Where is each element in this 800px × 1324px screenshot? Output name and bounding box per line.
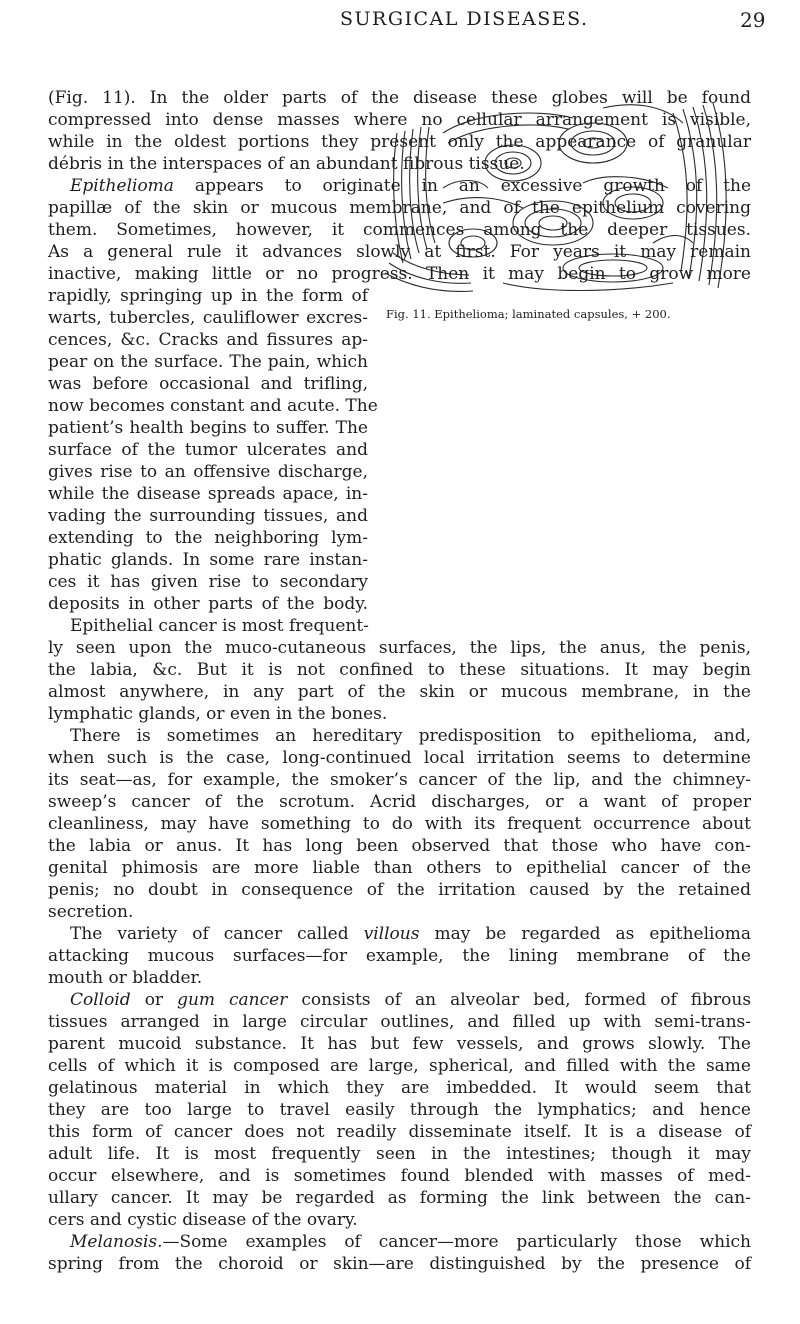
figure-caption: Fig. 11. Epithelioma; laminated capsules, + 200. [386,307,671,321]
text-line: ces it has given rise to secondary [48,572,368,592]
term-colloid: Colloid [70,990,131,1010]
text-line: lymphatic glands, or even in the bones. [48,704,388,724]
text-line: papillæ of the skin or mucous membrane, and of the epithelium covering [48,198,751,218]
text-line: gelatinous material in which they are imbedded. It would seem that [48,1078,751,1098]
term-villous: villous [363,924,420,944]
text-line: débris in the interspaces of an abundant fibrous tissue. [48,154,525,174]
text-line: secretion. [48,902,134,922]
text-line: almost anywhere, in any part of the skin or mucous membrane, in the [48,682,751,702]
text-line: sweep’s cancer of the scrotum. Acrid discharges, or a want of proper [48,792,751,812]
text-line: ly seen upon the muco-cutaneous surfaces, the lips, the anus, the penis, [48,638,751,658]
text-line: adult life. It is most frequently seen in the intestines; though it may [48,1144,751,1164]
text-line: Melanosis.—Some examples of cancer—more particularly those which [70,1232,751,1252]
text-line: cers and cystic disease of the ovary. [48,1210,358,1230]
text-line: cences, &c. Cracks and fissures ap- [48,330,368,350]
text-line: was before occasional and trifling, [48,374,368,394]
page-number: 29 [740,8,766,32]
text-line: As a general rule it advances slowly at first. For years it may remain [48,242,751,262]
text-line: when such is the case, long-continued local irritation seems to determine [48,748,751,768]
text-line: The variety of cancer called villous may be regarded as epithelioma [70,924,751,944]
text-line: penis; no doubt in consequence of the irritation caused by the retained [48,880,751,900]
text-line: them. Sometimes, however, it commences among the deeper tissues. [48,220,751,240]
term-gum-cancer: gum cancer [177,990,288,1010]
text-line: parent mucoid substance. It has but few vessels, and grows slowly. The [48,1034,751,1054]
term-melanosis: Melanosis. [70,1232,163,1252]
text-line: they are too large to travel easily through the lymphatics; and hence [48,1100,751,1120]
text-line: pear on the surface. The pain, which [48,352,368,372]
text-line: Epithelial cancer is most frequent- [70,616,369,636]
text-line: (Fig. 11). In the older parts of the disease these globes will be found [48,88,751,108]
text-line: occur elsewhere, and is sometimes found blended with masses of med- [48,1166,751,1186]
text-line: the labia, &c. But it is not confined to these situations. It may begin [48,660,751,680]
text-line: phatic glands. In some rare instan- [48,550,368,570]
text-line: the labia or anus. It has long been observed that those who have con- [48,836,751,856]
text-line: rapidly, springing up in the form of [48,286,368,306]
text-line: cells of which it is composed are large, spherical, and filled with the same [48,1056,751,1076]
text-line: tissues arranged in large circular outlines, and filled up with semi-trans- [48,1012,751,1032]
text-line: deposits in other parts of the body. [48,594,368,614]
text-line: extending to the neighboring lym- [48,528,368,548]
text-line: genital phimosis are more liable than others to epithelial cancer of the [48,858,751,878]
text-line: There is sometimes an hereditary predisposition to epithelioma, and, [70,726,751,746]
text-line: Epithelioma appears to originate in an excessive growth of the [70,176,752,196]
text-line: Colloid or gum cancer consists of an alveolar bed, formed of fibrous [70,990,752,1010]
text-line: this form of cancer does not readily disseminate itself. It is a disease of [48,1122,751,1142]
text-line: gives rise to an offensive discharge, [48,462,368,482]
running-head: SURGICAL DISEASES. [340,8,589,30]
text-line: its seat—as, for example, the smoker’s cancer of the lip, and the chimney- [48,770,751,790]
text-line: mouth or bladder. [48,968,203,988]
text-line: while in the oldest portions they present only the appearance of granular [48,132,751,152]
text-line: ullary cancer. It may be regarded as forming the link between the can- [48,1188,751,1208]
text-line: attacking mucous surfaces—for example, the lining membrane of the [48,946,751,966]
text-line: vading the surrounding tissues, and [48,506,368,526]
text-line: while the disease spreads apace, in- [48,484,368,504]
text-line: compressed into dense masses where no cellular arrangement is visible, [48,110,751,130]
text-line: warts, tubercles, cauliflower excres- [48,308,368,328]
text-line: spring from the choroid or skin—are distinguished by the presence of [48,1254,751,1274]
text-line: now becomes constant and acute. The [48,396,378,416]
text-line: inactive, making little or no progress. Then it may begin to grow more [48,264,751,284]
term-epithelioma: Epithelioma [70,176,174,196]
text-line: cleanliness, may have something to do with its frequent occurrence about [48,814,751,834]
text-line: patient’s health begins to suffer. The [48,418,368,438]
text-line: surface of the tumor ulcerates and [48,440,368,460]
